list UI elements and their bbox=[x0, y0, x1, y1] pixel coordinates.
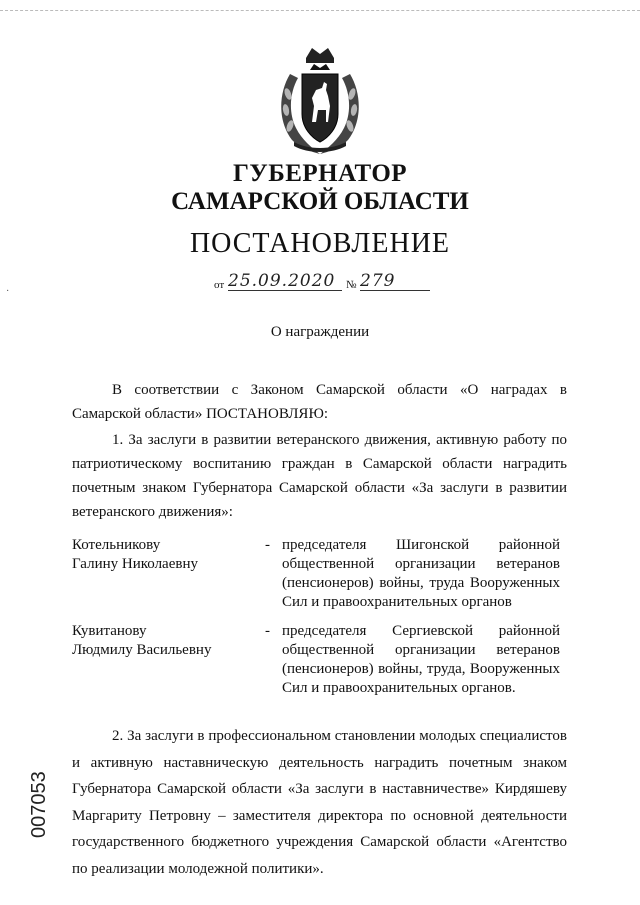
awardee-name bbox=[72, 536, 252, 574]
side-registration-code: 007053 bbox=[28, 771, 50, 838]
awardee-given-names: Людмилу Васильевну bbox=[72, 642, 212, 658]
document-subject: О награждении bbox=[270, 324, 370, 340]
top-border-line bbox=[0, 10, 640, 11]
issuer-title-line1: ГУБЕРНАТОР bbox=[232, 160, 408, 187]
entry-dash: - bbox=[265, 537, 270, 553]
date-number-line bbox=[214, 272, 434, 294]
issuer-title-line2: САМАРСКОЙ ОБЛАСТИ bbox=[171, 188, 469, 215]
awardee-surname: Кувитанову bbox=[72, 623, 147, 639]
awardee-entry bbox=[72, 536, 567, 616]
item1-paragraph: 1. За заслуги в развитии ветеранского движения, активную работу по патриотическому воспитанию граждан в Самарской области наградить почетным знаком Губернатора Самарской области «За заслуги в развитии ветеранского движения»: bbox=[72, 432, 567, 520]
awardee-position: председателя Сергиевской районной общественной организации ветеранов (пенсионеров) войны, труда, Вооруженных Сил и правоохранительных органов. bbox=[282, 623, 560, 696]
intro-paragraph: В соответствии с Законом Самарской области «О наградах в Самарской области» ПОСТАНОВЛЯЮ: bbox=[72, 382, 567, 422]
document-date: 25.09.2020 bbox=[228, 272, 342, 291]
awardee-surname: Котельникову bbox=[72, 537, 161, 553]
item2-paragraph: 2. За заслуги в профессиональном становлении молодых специалистов и активную наставническую деятельность наградить почетным знаком Губернатора Самарской области «За заслуги в наставничестве» Кирдяшеву Маргариту Петровну – заместителя директора по основной деятельности государственного бюджетного учреждения Самарской области «Агентство по реализации молодежной политики». bbox=[72, 728, 567, 877]
awardee-position: председателя Шигонской районной общественной организации ветеранов (пенсионеров) войны, труда Вооруженных Сил и правоохранительных органов bbox=[282, 537, 560, 610]
document-type-heading: ПОСТАНОВЛЕНИЕ bbox=[189, 228, 451, 259]
number-label: № bbox=[346, 279, 357, 291]
date-prefix: от bbox=[214, 279, 225, 291]
awardee-name bbox=[72, 622, 252, 660]
margin-tick-mark: · bbox=[6, 286, 10, 297]
coat-of-arms-samara-icon bbox=[272, 44, 368, 156]
awardee-given-names: Галину Николаевну bbox=[72, 556, 198, 572]
entry-dash: - bbox=[265, 623, 270, 639]
awardee-entry bbox=[72, 622, 567, 712]
document-number: 279 bbox=[360, 272, 430, 291]
